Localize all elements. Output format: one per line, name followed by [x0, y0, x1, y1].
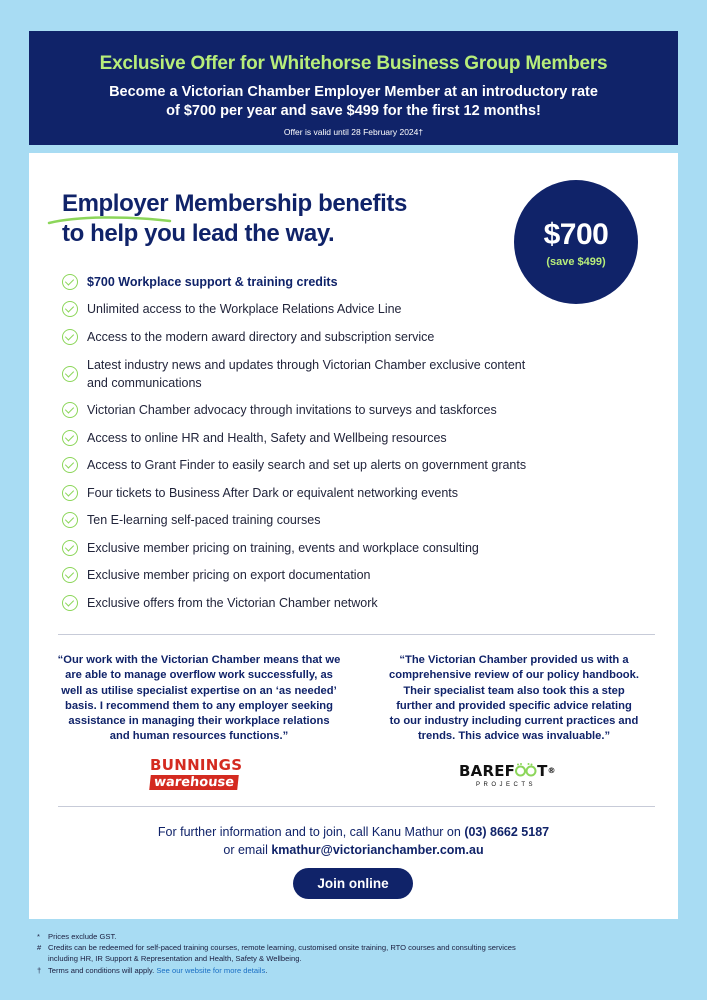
list-item: [62, 539, 479, 557]
footnote: [37, 965, 677, 976]
website-details-link[interactable]: See our website for more details: [156, 965, 266, 975]
list-item: [62, 594, 378, 612]
check-circle-icon: [62, 512, 78, 528]
quote-line: assistance in managing their workplace relations: [68, 715, 330, 728]
benefit-text: Victorian Chamber advocacy through invitations to surveys and taskforces: [87, 403, 497, 417]
price-saving: (save $499): [546, 256, 606, 268]
page-title: [62, 189, 407, 249]
footnotes: [37, 931, 677, 976]
footnote-text-line1: Credits can be redeemed for self-paced training courses, remote learning, customised onsite training, RTO courses and consulting services: [48, 943, 516, 953]
benefit-text: [87, 356, 525, 392]
quote-line: well as utilise specialist expertise on an ‘as needed’: [61, 684, 337, 697]
check-circle-icon: [62, 485, 78, 501]
bunnings-warehouse-logo: [150, 758, 245, 791]
logo-name-part: T: [537, 762, 548, 780]
contact-info: [29, 824, 678, 859]
barefoot-projects-logo: [459, 763, 569, 793]
offer-validity: Offer is valid until 28 February 2024†: [283, 127, 424, 137]
quote-line: Their specialist team also took this a step: [403, 684, 625, 697]
logo-name-part: BAREF: [459, 762, 516, 780]
quote-line: and human resources functions.”: [109, 730, 289, 743]
quote-line: further and provided specific advice relating: [396, 699, 632, 712]
benefit-text: Access to Grant Finder to easily search and set up alerts on government grants: [87, 458, 527, 472]
testimonial-barefoot: [369, 653, 659, 745]
footprint-oo-icon: [515, 763, 537, 777]
list-item: [62, 484, 458, 502]
quote-line: to our industry including current practices and: [389, 715, 639, 728]
check-circle-icon: [62, 329, 78, 345]
logo-name: [459, 763, 569, 779]
quote-line: trends. This advice was invaluable.”: [417, 730, 611, 743]
banner-subheadline: [29, 83, 678, 121]
testimonial-bunnings: [54, 653, 344, 745]
title-word-employer: Employer: [62, 190, 169, 217]
check-circle-icon: [62, 274, 78, 290]
logo-registered-mark: ®: [547, 766, 556, 775]
footnote-text-tail: .: [265, 965, 268, 975]
footnote-text-main: Terms and conditions will apply.: [48, 965, 157, 975]
logo-subtitle: PROJECTS: [476, 782, 537, 788]
footnote-symbol: †: [37, 965, 42, 975]
logo-text-top: BUNNINGS: [150, 756, 243, 774]
email-link[interactable]: kmathur@victorianchamber.com.au: [271, 842, 484, 857]
benefit-text: Exclusive member pricing on training, events and workplace consulting: [87, 541, 479, 555]
benefit-text: Exclusive member pricing on export documentation: [87, 568, 371, 582]
list-item: [62, 273, 338, 291]
footnote-symbol: #: [37, 943, 42, 953]
list-item: [62, 328, 434, 346]
footnote-text: Prices exclude GST.: [48, 932, 117, 941]
benefit-text: Unlimited access to the Workplace Relations Advice Line: [87, 302, 402, 316]
check-circle-icon: [62, 457, 78, 473]
quote-line: comprehensive review of our policy handbook.: [389, 669, 639, 682]
check-circle-icon: [62, 595, 78, 611]
contact-text: For further information and to join, call Kanu Mathur on: [157, 825, 465, 839]
footnote: [37, 931, 677, 942]
price-badge: [514, 180, 638, 304]
check-circle-icon: [62, 540, 78, 556]
list-item: [62, 356, 525, 392]
contact-text: or email: [223, 842, 272, 857]
content-card: [29, 153, 678, 919]
quote-line: basis. I recommend them to any employer seeking: [65, 699, 333, 712]
footnote-text: [48, 942, 516, 964]
benefit-text: $700 Workplace support & training credits: [87, 275, 338, 289]
benefit-text: Ten E-learning self-paced training courses: [87, 513, 321, 527]
check-circle-icon: [62, 567, 78, 583]
join-online-button[interactable]: Join online: [293, 868, 413, 899]
footnote: [37, 942, 677, 964]
benefit-text-line1: Latest industry news and updates through Victorian Chamber exclusive content: [87, 358, 526, 372]
banner-headline: Exclusive Offer for Whitehorse Business Group Members: [99, 53, 608, 74]
divider: [58, 806, 655, 807]
footnote-text: [48, 965, 267, 976]
title-line1-rest: Membership benefits: [168, 190, 407, 217]
list-item: [62, 566, 370, 584]
quote-line: are able to manage overflow work successfully, as: [65, 669, 333, 682]
list-item: [62, 511, 320, 529]
check-circle-icon: [62, 430, 78, 446]
logo-text-bottom: warehouse: [149, 775, 239, 790]
list-item: [62, 456, 526, 474]
footnote-symbol: *: [37, 932, 40, 941]
divider: [58, 634, 655, 635]
list-item: [62, 401, 497, 419]
list-item: [62, 300, 402, 318]
benefit-text: Four tickets to Business After Dark or equivalent networking events: [87, 486, 459, 500]
benefit-text: Access to online HR and Health, Safety and Wellbeing resources: [87, 431, 447, 445]
offer-banner: [29, 31, 678, 145]
benefit-text: Access to the modern award directory and subscription service: [87, 330, 435, 344]
quote-line: “The Victorian Chamber provided us with a: [399, 654, 629, 666]
title-line2: to help you lead the way.: [62, 220, 335, 247]
quote-line: “Our work with the Victorian Chamber means that we: [57, 654, 341, 666]
benefit-text: Exclusive offers from the Victorian Chamber network: [87, 596, 378, 610]
banner-sub-line2: of $700 per year and save $499 for the first 12 months!: [166, 103, 541, 119]
banner-sub-line1: Become a Victorian Chamber Employer Member at an introductory rate: [109, 84, 598, 100]
check-circle-icon: [62, 402, 78, 418]
price-amount: $700: [543, 218, 609, 251]
check-circle-icon: [62, 366, 78, 382]
list-item: [62, 429, 447, 447]
benefit-text-line2: and communications: [87, 376, 202, 390]
check-circle-icon: [62, 301, 78, 317]
footnote-text-line2: including HR, IR Support & Representation and Health, Safety & Wellbeing.: [48, 954, 302, 964]
phone-number[interactable]: (03) 8662 5187: [464, 825, 550, 839]
